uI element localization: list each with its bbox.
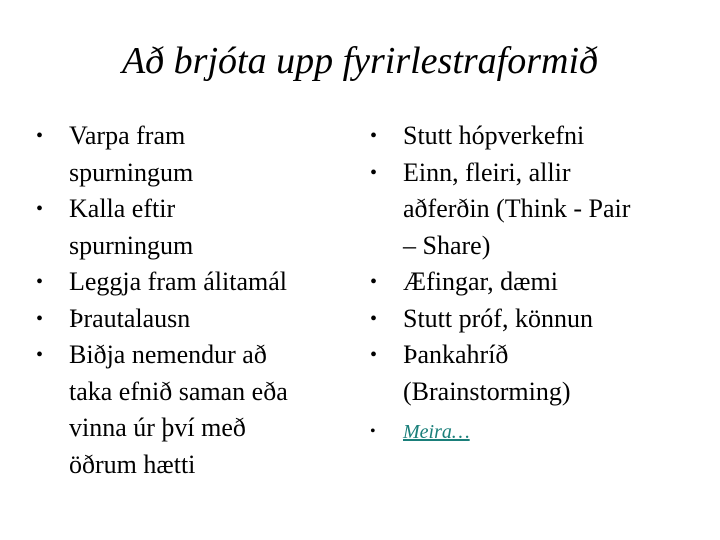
bullet-item-aefingar bbox=[370, 264, 670, 301]
bullet-item-stutt-hopverkefni bbox=[370, 118, 670, 155]
bullet-icon: • bbox=[370, 161, 378, 184]
slide-title: Að brjóta upp fyrirlestraformið bbox=[121, 40, 599, 82]
bullet-line: Æfingar, dæmi bbox=[403, 267, 558, 296]
bullet-line: Einn, fleiri, allir bbox=[403, 157, 571, 187]
bullet-line: spurningum bbox=[69, 157, 194, 187]
bullet-icon: • bbox=[36, 307, 44, 330]
bullet-line: – Share) bbox=[403, 230, 491, 260]
more-link[interactable]: Meira… bbox=[403, 421, 470, 443]
bullet-item-kalla-eftir bbox=[36, 191, 336, 264]
bullet-line: (Brainstorming) bbox=[403, 376, 571, 406]
bullet-icon: • bbox=[370, 307, 378, 330]
bullet-icon: • bbox=[370, 271, 378, 293]
bullet-item-leggja-fram bbox=[36, 264, 336, 301]
bullet-item-thrautalausn bbox=[36, 301, 336, 338]
bullet-icon: • bbox=[36, 125, 44, 147]
bullet-icon: • bbox=[36, 198, 44, 220]
bullet-line: taka efnið saman eða bbox=[69, 376, 288, 406]
bullet-line: Þrautalausn bbox=[69, 303, 191, 333]
bullet-icon: • bbox=[370, 423, 376, 440]
bullet-icon: • bbox=[36, 344, 44, 366]
left-bullet-list bbox=[36, 118, 336, 483]
bullet-line: Þankahríð bbox=[403, 340, 509, 369]
bullet-line: vinna úr því með bbox=[69, 413, 246, 442]
bullet-item-varpa-fram bbox=[36, 118, 336, 191]
bullet-line: Leggja fram álitamál bbox=[69, 267, 288, 296]
bullet-line: Biðja nemendur að bbox=[69, 340, 267, 369]
bullet-item-bidja-nemendur bbox=[36, 337, 336, 483]
bullet-line: öðrum hætti bbox=[69, 449, 196, 479]
bullet-item-stutt-prof bbox=[370, 301, 670, 338]
bullet-line: aðferðin (Think - Pair bbox=[403, 194, 631, 223]
bullet-item-meira bbox=[370, 414, 670, 450]
bullet-item-thankahrid bbox=[370, 337, 670, 410]
bullet-icon: • bbox=[370, 344, 378, 366]
bullet-line: Stutt hópverkefni bbox=[403, 121, 585, 150]
bullet-line: spurningum bbox=[69, 230, 194, 260]
bullet-line: Kalla eftir bbox=[69, 194, 176, 223]
bullet-item-think-pair-share bbox=[370, 155, 670, 265]
bullet-line: Stutt próf, könnun bbox=[403, 303, 593, 333]
right-bullet-list bbox=[370, 118, 670, 450]
bullet-icon: • bbox=[370, 125, 378, 147]
bullet-line: Varpa fram bbox=[69, 121, 186, 150]
bullet-icon: • bbox=[36, 271, 44, 293]
